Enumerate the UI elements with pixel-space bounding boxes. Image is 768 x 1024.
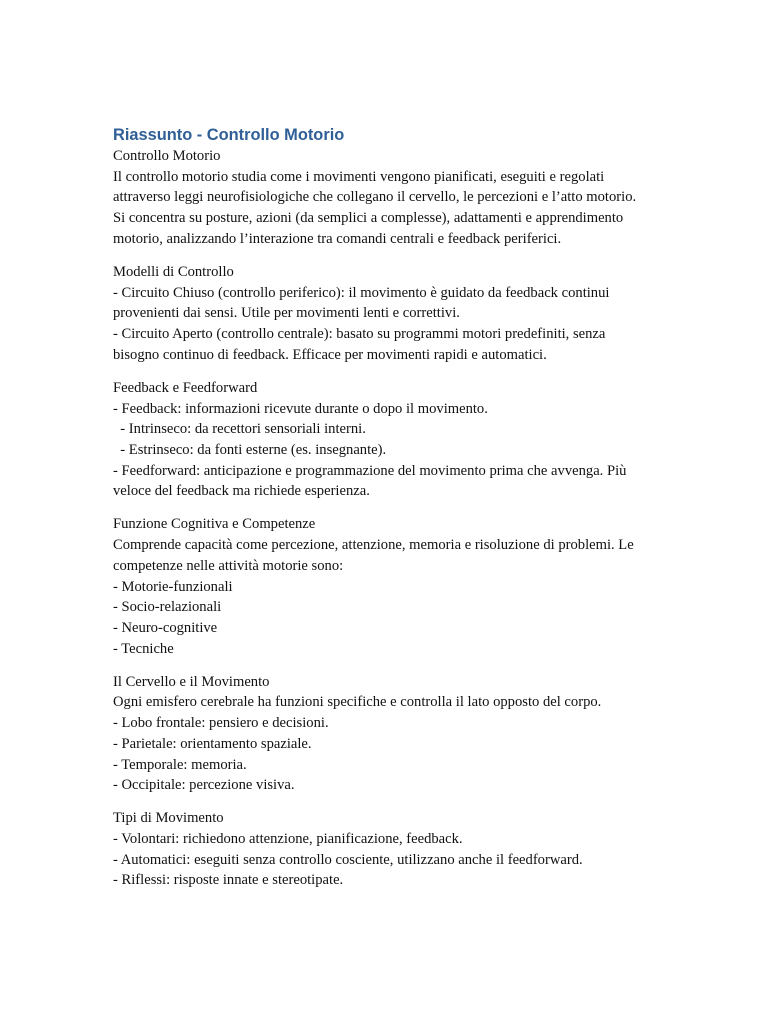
section-heading: Feedback e Feedforward [113,379,258,396]
text-line: - Occipitale: percezione visiva. [113,777,295,794]
text-line: - Riflessi: risposte innate e stereotipate. [113,872,344,889]
document-page [113,124,673,891]
text-line: Comprende capacità come percezione, attenzione, memoria e risoluzione di problemi. Le [113,537,634,554]
text-line: - Parietale: orientamento spaziale. [113,735,312,752]
paragraph-gap [113,365,673,377]
text-line: - Automatici: eseguiti senza controllo cosciente, utilizzano anche il feedforward. [113,851,583,868]
section-heading: Funzione Cognitiva e Competenze [113,516,316,533]
text-line: competenze nelle attività motorie sono: [113,557,344,574]
section-paragraph [113,672,673,796]
text-line: - Circuito Chiuso (controllo periferico): il movimento è guidato da feedback continui [113,284,610,301]
text-line: - Tecniche [113,640,174,657]
text-line: - Lobo frontale: pensiero e decisioni. [113,715,329,732]
text-line: - Volontari: richiedono attenzione, pianificazione, feedback. [113,831,463,848]
document-body [113,146,673,891]
section-paragraph [113,146,673,250]
text-line: - Neuro-cognitive [113,619,218,636]
paragraph-gap [113,796,673,808]
text-line: - Estrinseco: da fonti esterne (es. insegnante). [113,441,387,458]
text-line: provenienti dai sensi. Utile per movimenti lenti e correttivi. [113,305,460,322]
text-line: attraverso leggi neurofisiologiche che collegano il cervello, le percezioni e l’atto motorio. [113,189,637,206]
section-heading: Tipi di Movimento [113,810,224,827]
text-line: Il controllo motorio studia come i movimenti vengono pianificati, eseguiti e regolati [113,168,605,185]
section-heading: Modelli di Controllo [113,263,234,280]
section-heading: Controllo Motorio [113,148,221,164]
section-paragraph [113,808,673,891]
section-paragraph [113,378,673,502]
document-title: Riassunto - Controllo Motorio [113,126,345,144]
text-line: - Temporale: memoria. [113,756,247,773]
text-line: - Socio-relazionali [113,599,222,616]
text-line: - Circuito Aperto (controllo centrale): basato su programmi motori predefiniti, senza [113,326,606,343]
text-line: bisogno continuo di feedback. Efficace per movimenti rapidi e automatici. [113,346,547,363]
text-line: - Feedback: informazioni ricevute durante o dopo il movimento. [113,400,488,417]
text-line: Ogni emisfero cerebrale ha funzioni specifiche e controlla il lato opposto del corpo. [113,694,602,711]
section-heading: Il Cervello e il Movimento [113,673,270,690]
section-paragraph [113,262,673,366]
paragraph-gap [113,659,673,671]
text-line: - Motorie-funzionali [113,578,233,595]
section-paragraph [113,514,673,659]
text-line: - Intrinseco: da recettori sensoriali interni. [113,421,366,438]
text-line: Si concentra su posture, azioni (da semplici a complesse), adattamenti e apprendimento [113,210,624,227]
text-line: motorio, analizzando l’interazione tra comandi centrali e feedback periferici. [113,230,562,247]
paragraph-gap [113,502,673,514]
paragraph-gap [113,250,673,262]
text-line: - Feedforward: anticipazione e programmazione del movimento prima che avvenga. Più [113,462,627,479]
text-line: veloce del feedback ma richiede esperienza. [113,483,370,500]
